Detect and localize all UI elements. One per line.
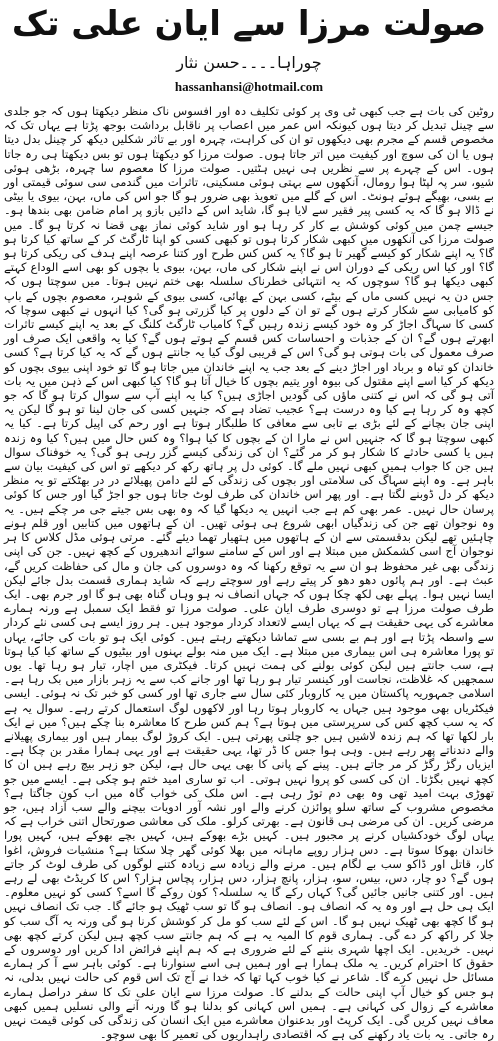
article-body: روٹین کی بات ہے جب کبھی ٹی وی پر کوئی تکلیف دہ اور افسوس ناک منظر دیکھتا ہوں کہ جو جلدی سے چینل تبدیل کر دیتا ہوں کیونکہ اس عمر میں اعصاب پر ناقابل برداشت بوجھ پڑتا ہے یہاں تک کہ مخصوص قسم کے مجرم بھی دیکھوں تو ان کی کراہت، چہرہ اور بے تاثر شکلیں دیکھ کر چینل بدل دیتا ہوں یا ان کی سوچ اور کیفیت میں اتر جاتا ہوں۔ صولت مرزا کو دیکھتا ہوں تو بس دیکھتا ہی رہ جاتا ہوں۔ اس کے چہرے پر سے نظریں ہی نہیں ہٹتیں۔ صولت مرزا کا معصوم سا چہرہ، بڑھی ہوئی شیو، سر پہ لپٹا ہوا رومال، آنکھوں سے بہتی ہوئی مسکینی، تاثرات میں گندمی سی سوئی قیمتی اور بے بسی، بھیگے ہوئے ہونٹ۔ اس کے گلے میں تعویذ بھی ضرور ہو گا جو اس کی ماں، بہن، بیوی یا بیٹی نے ڈالا ہو گا کہ یہ کسی پیر فقیر سے لایا ہو گا، شاید اس کے دائیں بازو پر امام ضامن بھی بندھا ہو۔ جیسے چمن میں کوئی کوشش بے کار کر رہا ہو اور شاید کوئی نماز بھی قضا نہ کرتا ہو گا۔ میں صولت مرزا کی آنکھوں میں کبھی شکار کرتا ہوں تو کبھی کسی کو اپنا ٹارگٹ کر کے ساتھ کیا کرتا ہو گا؟ یہ اپنے شکار کو کیسے گھیر تا ہو گا؟ یہ کس کس طرح اور کتنا عرصہ اپنے ہدف کی ریکی کرتا ہو گا؟ اور کیا اس ریکی کے دوران اس نے اپنے شکار کی ماں، بہن، بیوی یا بچوں کو بھی اسے الوداع کہتے کبھی دیکھا ہو گا؟ سوچوں کہ یہ انتہائی خطرناک سلسلہ بھی ختم نہیں ہوتا۔ میں سوچتا ہوں کہ جس دن یہ نہیں کسی ماں کے بیٹے، کسی بہن کے بھائی، کسی بیوی کے شوہر، معصوم بچوں کے باپ کو کامیابی سے شکار کرتے ہوں گے تو ان کے دلوں پر کیا گزرتی ہو گی؟ کیا انہوں نے کبھی سوچا کہ کسی کا سہاگ اجاڑ کر وہ خود کیسے زندہ رہیں گے؟ کامیاب ٹارگٹ کلنگ کے بعد یہ اپنے کیسے تاثرات ابھرتے ہوں گے؟ ان کے جذبات و احساسات کس قسم کے ہوتے ہوں گے؟ کیا یہ واقعی ایک صرف اور صرف معمول کی بات ہوتی ہو گی؟ اس کے قریبی لوگ کیا یہ جانتے ہوں گے کہ یہ کیا کرتا ہے؟ کسی خاندان کو تباہ و برباد اور اجاڑ دینے کے بعد جب یہ اپنے خاندان میں جاتا ہو گا تو خود اپنی بیوی بچوں کو دیکھ کر کیا اسے اپنے مقتول کی بیوہ اور یتیم بچوں کا خیال آتا ہو گا؟ کیا کبھی اس کے ذہن میں یہ بات آتی ہو گی کہ اس نے کتنی ماؤں کی گودیں اجاڑی ہیں؟ کیا یہ اپنے آپ سے سوال کرتا ہو گا کہ جو کچھ وہ کر رہا ہے کیا وہ درست ہے؟ عجیب تضاد ہے کہ جنہیں کسی کی جان لینا تو ہو گا لیکن یہ اپنی جان بچانے کے لئے بڑی بے تابی سے معافی کا طلبگار ہوتا ہے اور رحم کی اپیل کرتا ہے۔ کیا یہ کبھی سوچتا ہو گا کہ جنہیں اس نے مارا ان کے بچوں کا کیا ہوا؟ وہ کس حال میں ہیں؟ کیا وہ زندہ ہیں یا کسی حادثے کا شکار ہو کر مر گئے؟ ان کی زندگی کیسے گزر رہی ہو گی؟ یہ خوفناک سوال ہیں جن کا جواب ہمیں کبھی نہیں ملے گا۔ کوئی دل پر ہاتھ رکھ کر دیکھے تو اس کی کیفیت بیان سے باہر ہے۔ وہ اپنے سہاگ کی سلامتی اور بچوں کی زندگی کے لئے دامن پھیلائے در در بھٹکتے تو یہ منظر دیکھ کر دل ڈوبنے لگتا ہے۔ اور پھر اس خاندان کی طرف لوٹ جاتا ہوں جو اجڑ گیا اور جس کا کوئی پرسان حال نہیں۔ عمر بھی کم ہے جب انہیں یہ دیکھا گیا کہ وہ بھی بس جیتے جی مر چکے ہیں۔ یہ وہ نوجوان تھے جن کی زندگیاں ابھی شروع ہی ہوئی تھیں۔ ان کے ہاتھوں میں کتابیں اور قلم ہونے چاہئیں تھے لیکن بدقسمتی سے ان کے ہاتھوں میں ہتھیار تھما دیئے گئے۔ مرتی ہوئی مڈل کلاس کا ہر نوجوان آج اسی کشمکش میں مبتلا ہے اور اس کے سامنے سوائے اندھیروں کے کچھ نہیں۔ جن کی اپنی زندگی بھی غیر محفوظ ہو ان سے یہ توقع رکھنا کہ وہ دوسروں کی جان و مال کی حفاظت کریں گے، عبث ہے۔ اور ہم پائوں دھو دھو کر پیتے رہے اور سوچتے رہے کہ شاید ہماری قسمت بدل جائے لیکن ایسا نہیں ہوا۔ پہلے بھی لکھ چکا ہوں کہ جہاں انصاف نہ ہو وہاں گناہ بھی ہو گا اور جرم بھی۔ ایک طرف صولت مرزا ہے تو دوسری طرف ایان علی۔ صولت مرزا تو فقط ایک سمبل ہے ورنہ ہمارے معاشرے کی یہی حقیقت ہے کہ یہاں ایسے لاتعداد کردار موجود ہیں۔ ہر روز ایسے ہی کسی نئے کردار سے واسطہ پڑتا ہے اور ہم بے بسی سے تماشا دیکھتے رہتے ہیں۔ کوئی ایک ہو تو بات کی جائے، یہاں تو پورا معاشرہ ہی اس بیماری میں مبتلا ہے۔ ایک میں منہ بولے بہنوں اور بیٹیوں کے ساتھ کیا کیا ہوتا ہے، سب جانتے ہیں لیکن کوئی بولنے کی ہمت نہیں کرتا۔ فیکٹری میں اچار، تیار ہو رہا تھا۔ یوں سمجھیں کہ غلاظت، نجاست اور کینسر تیار ہو رہا تھا اور جانے کب سے یہ زہر بازار میں بک رہا ہے۔ اسلامی جمہوریہ پاکستان میں یہ کاروبار کئی سال سے جاری تھا اور کسی کو خبر تک نہ ہوئی۔ ایسی فیکٹریاں بھی موجود ہیں جہاں یہ کاروبار ہوتا رہا اور لاکھوں لوگ استعمال کرتے رہے۔ سوال یہ ہے کہ یہ سب کچھ کس کی سرپرستی میں ہوتا ہے؟ ہم کس طرح کا معاشرہ بنا چکے ہیں؟ میں نے ایک بار لکھا تھا کہ ہم زندہ لاشیں ہیں جو چلتی پھرتی ہیں۔ ایک کروڑ لوگ بیمار ہیں اور بیماری پھیلانے والے دندناتے پھر رہے ہیں۔ وہی ہوا جس کا ڈر تھا، یہی حقیقت ہے اور یہی ہمارا مقدر بن چکا ہے۔ ایزیاں رگڑ رگڑ کر مر جاتے ہیں۔ پینے کے پانی کا بھی یہی حال ہے، لیکن جو زہر بیچ رہے ہیں ان کا کچھ نہیں بگڑتا۔ ان کی کسی کو پروا نہیں ہوتی۔ اب تو ساری امید ختم ہو چکی ہے۔ ایسے میں جو تھوڑی بہت امید تھی وہ بھی دم توڑ رہی ہے۔ اس ملک کی خواب گاہ میں اب کون جاگتا ہے؟ مخصوص مشروب کے ساتھ سلو پوائزن کرنے والے اور نشہ آور ادویات بیچنے والے سب آزاد ہیں، جو مرضی کریں۔ ان کی مرضی ہی قانون ہے۔ بھرتی کرلو۔ ملک کی معاشی صورتحال اتنی خراب ہے کہ یہاں لوگ خودکشیاں کرنے پر مجبور ہیں۔ کہیں بڑے بھوکے ہیں، کہیں بچے بھوکے ہیں، کہیں پورا خاندان بھوکا سوتا ہے۔ دس ہزار روپے ماہانہ میں بھلا کوئی گھر چلا سکتا ہے؟ منشیات فروش، اغوا کار، قاتل اور ڈاکو سب بے لگام ہیں۔ مرنے والے زیادہ سے زیادہ کتنے لوگوں کی طرف لوٹ کر جاتے ہوں گے؟ دو چار، دس، بیس، سو، ہزار، پانچ ہزار، دس ہزار، پچاس ہزار؟ اس کا کریڈٹ بھی لے رہے ہیں۔ اور کتنی جانیں جائیں گی؟ کہاں رکے گا یہ سلسلہ؟ کون روکے گا اسے؟ کسی کو نہیں معلوم۔ ایک ہی حل ہے اور وہ یہ کہ انصاف ہو۔ انصاف ہو گا تو سب ٹھیک ہو جائے گا۔ جب تک انصاف نہیں ہو گا کچھ بھی ٹھیک نہیں ہو گا۔ اس کے لئے سب کو مل کر کوشش کرنا ہو گی ورنہ یہ آگ سب کو جلا کر راکھ کر دے گی۔ ہماری قوم کا المیہ یہ ہے کہ ہم جانتے سب کچھ ہیں لیکن کرتے کچھ بھی نہیں۔ خریدیں۔ ایک اچھا شہری بننے کے لئے ضروری ہے کہ ہم اپنے فرائض ادا کریں اور دوسروں کے حقوق کا احترام کریں۔ یہ ملک ہمارا ہے اور ہمیں ہی اسے سنوارنا ہے۔ کوئی باہر سے آ کر ہمارے مسائل حل نہیں کرے گا۔ شاعر نے کیا خوب کہا تھا کہ خدا نے آج تک اس قوم کی حالت نہیں بدلی، نہ ہو جس کو خیال آپ اپنی حالت کے بدلنے کا۔ صولت مرزا سے ایان علی تک کا سفر دراصل ہمارے معاشرے کے زوال کی کہانی ہے۔ ہمیں اس کہانی کو بدلنا ہو گا ورنہ آنے والی نسلیں ہمیں کبھی معاف نہیں کریں گی۔ ایک کرپٹ اور بدعنوان معاشرے میں ایک انسان کی زندگی کی کوئی قیمت نہیں رہ جاتی۔ یہ بات یاد رکھنے کی ہے کہ اقتصادی راہداریوں کی تعمیر کا بھی سوچو۔	[4, 104, 494, 1041]
column-byline: چوراہا۔۔۔۔حسن نثار	[176, 53, 322, 72]
column-headline: صولت مرزا سے ایان علی تک	[11, 4, 487, 44]
author-email: hassanhansi@hotmail.com	[174, 79, 324, 94]
